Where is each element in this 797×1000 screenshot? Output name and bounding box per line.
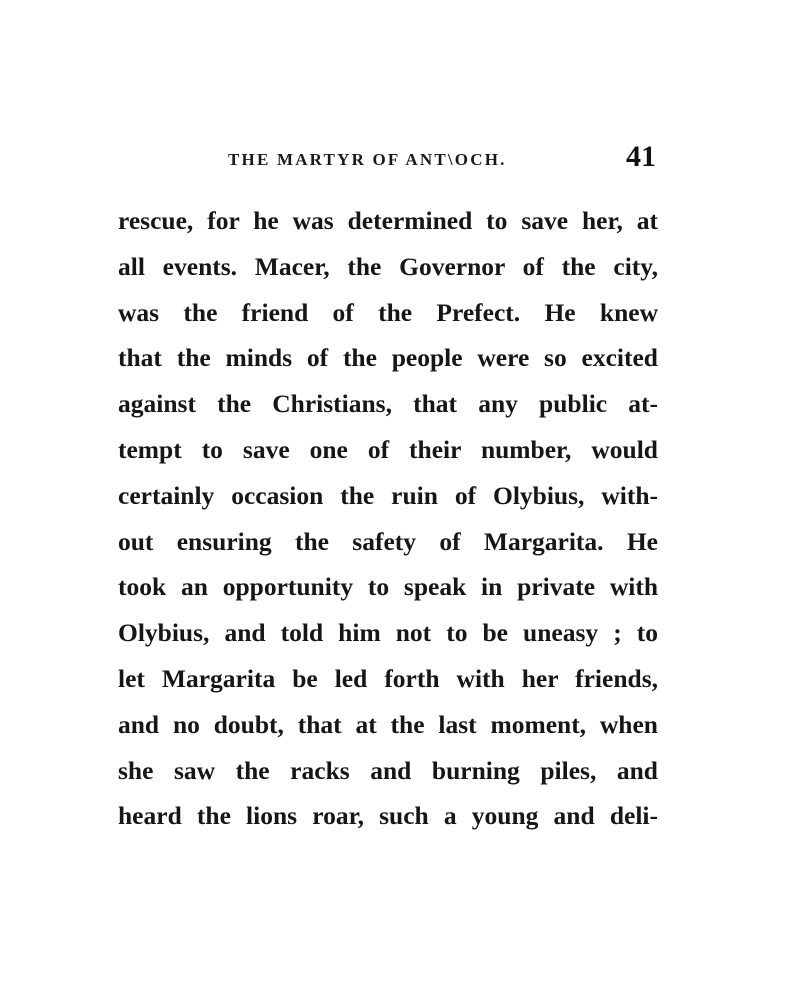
text-line: let Margarita be led forth with her friends, [118,663,658,693]
text-line: and no doubt, that at the last moment, when [118,709,658,739]
text-line: out ensuring the safety of Margarita. He [118,526,658,556]
page-number: 41 [626,140,656,173]
text-line: heard the lions roar, such a young and deli- [118,801,658,831]
running-title: THE MARTYR OF ANT\OCH. [228,150,507,169]
text-line: rescue, for he was determined to save her, at [118,206,658,235]
text-line: against the Christians, that any public at- [118,389,658,419]
text-line: tempt to save one of their number, would [118,434,658,464]
body-text [118,198,658,839]
text-line: she saw the racks and burning piles, and [118,755,658,785]
text-line: all events. Macer, the Governor of the city, [118,251,658,281]
text-line: Olybius, and told him not to be uneasy ; to [118,618,658,648]
text-line: was the friend of the Prefect. He knew [118,297,658,327]
text-line: certainly occasion the ruin of Olybius, with- [118,480,658,510]
text-line: took an opportunity to speak in private with [118,572,658,602]
running-head [228,140,658,180]
text-line: that the minds of the people were so excited [118,343,658,373]
